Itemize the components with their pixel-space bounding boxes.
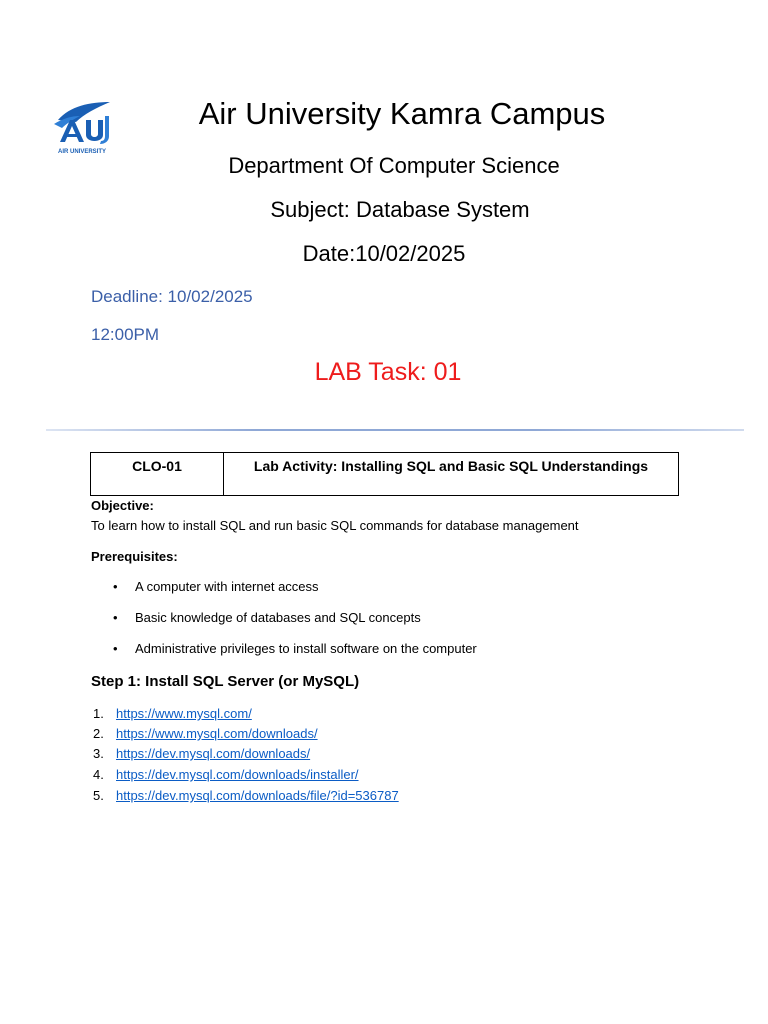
list-item xyxy=(93,726,318,741)
list-item xyxy=(93,746,310,761)
link-dev-mysql-file[interactable]: https://dev.mysql.com/downloads/file/?id=536787 xyxy=(116,788,399,803)
list-number: 3. xyxy=(93,746,104,761)
bullet-icon: • xyxy=(113,579,118,594)
list-number: 5. xyxy=(93,788,104,803)
list-number: 2. xyxy=(93,726,104,741)
list-number: 4. xyxy=(93,767,104,782)
objective-text: To learn how to install SQL and run basic SQL commands for database management xyxy=(91,518,579,533)
clo-code-cell: CLO-01 xyxy=(91,453,224,495)
department-line: Department Of Computer Science xyxy=(228,153,560,178)
deadline-time: 12:00PM xyxy=(91,325,160,344)
link-dev-mysql-downloads[interactable]: https://dev.mysql.com/downloads/ xyxy=(116,746,311,761)
link-mysql-home[interactable]: https://www.mysql.com/ xyxy=(116,706,252,721)
list-item xyxy=(113,641,477,656)
list-item xyxy=(113,610,421,625)
list-number: 1. xyxy=(93,706,104,721)
list-item xyxy=(93,767,359,782)
logo-text: AIR UNIVERSITY xyxy=(57,149,107,155)
prerequisite-text: Administrative privileges to install software on the computer xyxy=(135,641,477,656)
date-line: Date:10/02/2025 xyxy=(302,241,466,266)
prerequisites-label: Prerequisites: xyxy=(91,549,178,564)
subject-line: Subject: Database System xyxy=(270,197,530,222)
lab-activity-cell: Lab Activity: Installing SQL and Basic SQL Understandings xyxy=(253,458,649,474)
section-divider xyxy=(46,429,744,431)
page-title: Air University Kamra Campus xyxy=(198,96,606,131)
prerequisite-text: Basic knowledge of databases and SQL concepts xyxy=(135,610,421,625)
lab-task-heading: LAB Task: 01 xyxy=(314,358,462,386)
link-mysql-downloads[interactable]: https://www.mysql.com/downloads/ xyxy=(116,726,318,741)
link-dev-mysql-installer[interactable]: https://dev.mysql.com/downloads/installer/ xyxy=(116,767,359,782)
step-1-heading: Step 1: Install SQL Server (or MySQL) xyxy=(91,673,360,690)
deadline-date: Deadline: 10/02/2025 xyxy=(91,287,253,306)
bullet-icon: • xyxy=(113,610,118,625)
list-item xyxy=(93,706,252,721)
list-item xyxy=(93,788,399,803)
bullet-icon: • xyxy=(113,641,118,656)
objective-label: Objective: xyxy=(91,498,154,513)
prerequisite-text: A computer with internet access xyxy=(135,579,319,594)
clo-table xyxy=(90,452,679,496)
list-item xyxy=(113,579,319,594)
